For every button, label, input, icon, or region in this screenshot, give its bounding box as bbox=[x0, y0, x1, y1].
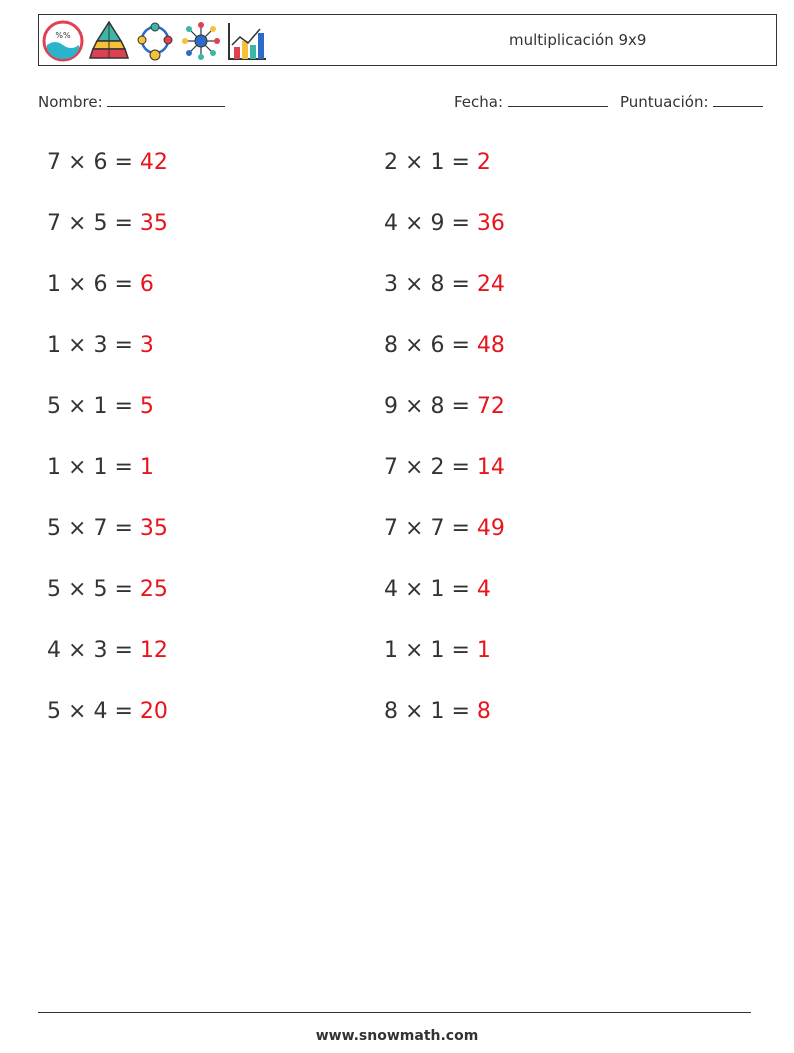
problem-row bbox=[47, 331, 154, 361]
factor-a: 7 bbox=[47, 211, 61, 236]
problem-row bbox=[384, 514, 505, 544]
equals-sign: = bbox=[451, 577, 470, 602]
times-sign: × bbox=[68, 394, 87, 419]
equals-sign: = bbox=[451, 272, 470, 297]
footer-divider bbox=[38, 1012, 751, 1013]
equals-sign: = bbox=[451, 699, 470, 724]
name-field bbox=[38, 92, 225, 111]
factor-b: 9 bbox=[430, 211, 445, 236]
factor-a: 3 bbox=[384, 272, 398, 297]
people-cycle-icon bbox=[134, 19, 176, 63]
answer: 6 bbox=[139, 272, 154, 297]
problem-row bbox=[384, 575, 491, 605]
answer: 2 bbox=[476, 150, 491, 175]
times-sign: × bbox=[405, 699, 424, 724]
equals-sign: = bbox=[114, 699, 133, 724]
factor-b: 8 bbox=[430, 272, 445, 297]
answer: 72 bbox=[476, 394, 505, 419]
name-blank[interactable] bbox=[107, 92, 225, 107]
times-sign: × bbox=[405, 333, 424, 358]
times-sign: × bbox=[68, 211, 87, 236]
factor-a: 5 bbox=[47, 394, 61, 419]
answer: 4 bbox=[476, 577, 491, 602]
percent-water-icon bbox=[42, 19, 84, 63]
factor-b: 1 bbox=[93, 455, 108, 480]
factor-a: 5 bbox=[47, 699, 61, 724]
problem-row bbox=[384, 209, 505, 239]
times-sign: × bbox=[405, 272, 424, 297]
pyramid-icon bbox=[88, 19, 130, 63]
equals-sign: = bbox=[451, 638, 470, 663]
problem-row bbox=[47, 209, 168, 239]
header-icons bbox=[42, 19, 268, 63]
equals-sign: = bbox=[114, 150, 133, 175]
factor-a: 5 bbox=[47, 577, 61, 602]
equals-sign: = bbox=[114, 516, 133, 541]
times-sign: × bbox=[68, 577, 87, 602]
factor-a: 1 bbox=[384, 638, 398, 663]
equals-sign: = bbox=[451, 455, 470, 480]
date-label: Fecha: bbox=[454, 93, 504, 111]
problem-row bbox=[384, 270, 505, 300]
factor-b: 2 bbox=[430, 455, 445, 480]
factor-a: 5 bbox=[47, 516, 61, 541]
factor-a: 2 bbox=[384, 150, 398, 175]
problem-row bbox=[384, 453, 505, 483]
factor-a: 8 bbox=[384, 699, 398, 724]
times-sign: × bbox=[68, 699, 87, 724]
date-blank[interactable] bbox=[508, 92, 608, 107]
equals-sign: = bbox=[451, 394, 470, 419]
answer: 35 bbox=[139, 211, 168, 236]
answer: 3 bbox=[139, 333, 154, 358]
answer: 35 bbox=[139, 516, 168, 541]
factor-a: 4 bbox=[384, 211, 398, 236]
problem-row bbox=[384, 697, 491, 727]
times-sign: × bbox=[405, 516, 424, 541]
problem-row bbox=[47, 270, 154, 300]
factor-b: 3 bbox=[93, 638, 108, 663]
times-sign: × bbox=[405, 577, 424, 602]
factor-a: 1 bbox=[47, 333, 61, 358]
times-sign: × bbox=[405, 211, 424, 236]
times-sign: × bbox=[405, 455, 424, 480]
factor-b: 8 bbox=[430, 394, 445, 419]
factor-a: 9 bbox=[384, 394, 398, 419]
factor-b: 5 bbox=[93, 577, 108, 602]
equals-sign: = bbox=[114, 333, 133, 358]
equals-sign: = bbox=[114, 638, 133, 663]
equals-sign: = bbox=[451, 150, 470, 175]
factor-a: 7 bbox=[384, 455, 398, 480]
factor-a: 4 bbox=[384, 577, 398, 602]
times-sign: × bbox=[68, 272, 87, 297]
answer: 1 bbox=[476, 638, 491, 663]
times-sign: × bbox=[68, 455, 87, 480]
equals-sign: = bbox=[451, 211, 470, 236]
answer: 12 bbox=[139, 638, 168, 663]
problem-row bbox=[47, 148, 168, 178]
times-sign: × bbox=[405, 150, 424, 175]
factor-a: 7 bbox=[384, 516, 398, 541]
problem-row bbox=[47, 514, 168, 544]
factor-a: 1 bbox=[47, 272, 61, 297]
problem-row bbox=[384, 636, 491, 666]
times-sign: × bbox=[68, 638, 87, 663]
equals-sign: = bbox=[114, 394, 133, 419]
problem-row bbox=[384, 148, 491, 178]
answer: 20 bbox=[139, 699, 168, 724]
problem-row bbox=[47, 392, 154, 422]
answer: 25 bbox=[139, 577, 168, 602]
worksheet-header bbox=[38, 14, 777, 66]
problem-row bbox=[384, 331, 505, 361]
footer-site: www.snowmath.com bbox=[315, 1028, 479, 1044]
factor-b: 3 bbox=[93, 333, 108, 358]
answer: 14 bbox=[476, 455, 505, 480]
factor-b: 5 bbox=[93, 211, 108, 236]
times-sign: × bbox=[68, 516, 87, 541]
bar-chart-icon bbox=[226, 19, 268, 63]
equals-sign: = bbox=[451, 333, 470, 358]
equals-sign: = bbox=[114, 577, 133, 602]
problem-row bbox=[47, 636, 168, 666]
times-sign: × bbox=[68, 333, 87, 358]
factor-b: 1 bbox=[93, 394, 108, 419]
answer: 24 bbox=[476, 272, 505, 297]
factor-a: 7 bbox=[47, 150, 61, 175]
equals-sign: = bbox=[451, 516, 470, 541]
factor-b: 4 bbox=[93, 699, 108, 724]
worksheet-title: multiplicación 9x9 bbox=[509, 31, 647, 49]
date-field bbox=[454, 92, 608, 111]
equals-sign: = bbox=[114, 272, 133, 297]
problem-row bbox=[47, 575, 168, 605]
equals-sign: = bbox=[114, 455, 133, 480]
problem-row bbox=[47, 453, 154, 483]
answer: 5 bbox=[139, 394, 154, 419]
answer: 8 bbox=[476, 699, 491, 724]
problem-row bbox=[47, 697, 168, 727]
svg-text:%%: %% bbox=[55, 31, 71, 40]
score-field bbox=[620, 92, 763, 111]
factor-b: 1 bbox=[430, 150, 445, 175]
answer: 36 bbox=[476, 211, 505, 236]
network-icon bbox=[180, 19, 222, 63]
times-sign: × bbox=[405, 394, 424, 419]
factor-b: 1 bbox=[430, 638, 445, 663]
factor-a: 4 bbox=[47, 638, 61, 663]
score-label: Puntuación: bbox=[620, 93, 709, 111]
problem-row bbox=[384, 392, 505, 422]
score-blank[interactable] bbox=[713, 92, 763, 107]
factor-a: 1 bbox=[47, 455, 61, 480]
factor-a: 8 bbox=[384, 333, 398, 358]
answer: 42 bbox=[139, 150, 168, 175]
factor-b: 6 bbox=[430, 333, 445, 358]
factor-b: 1 bbox=[430, 577, 445, 602]
factor-b: 1 bbox=[430, 699, 445, 724]
answer: 49 bbox=[476, 516, 505, 541]
equals-sign: = bbox=[114, 211, 133, 236]
answer: 1 bbox=[139, 455, 154, 480]
factor-b: 6 bbox=[93, 272, 108, 297]
times-sign: × bbox=[405, 638, 424, 663]
name-label: Nombre: bbox=[38, 93, 103, 111]
times-sign: × bbox=[68, 150, 87, 175]
factor-b: 6 bbox=[93, 150, 108, 175]
answer: 48 bbox=[476, 333, 505, 358]
factor-b: 7 bbox=[430, 516, 445, 541]
factor-b: 7 bbox=[93, 516, 108, 541]
